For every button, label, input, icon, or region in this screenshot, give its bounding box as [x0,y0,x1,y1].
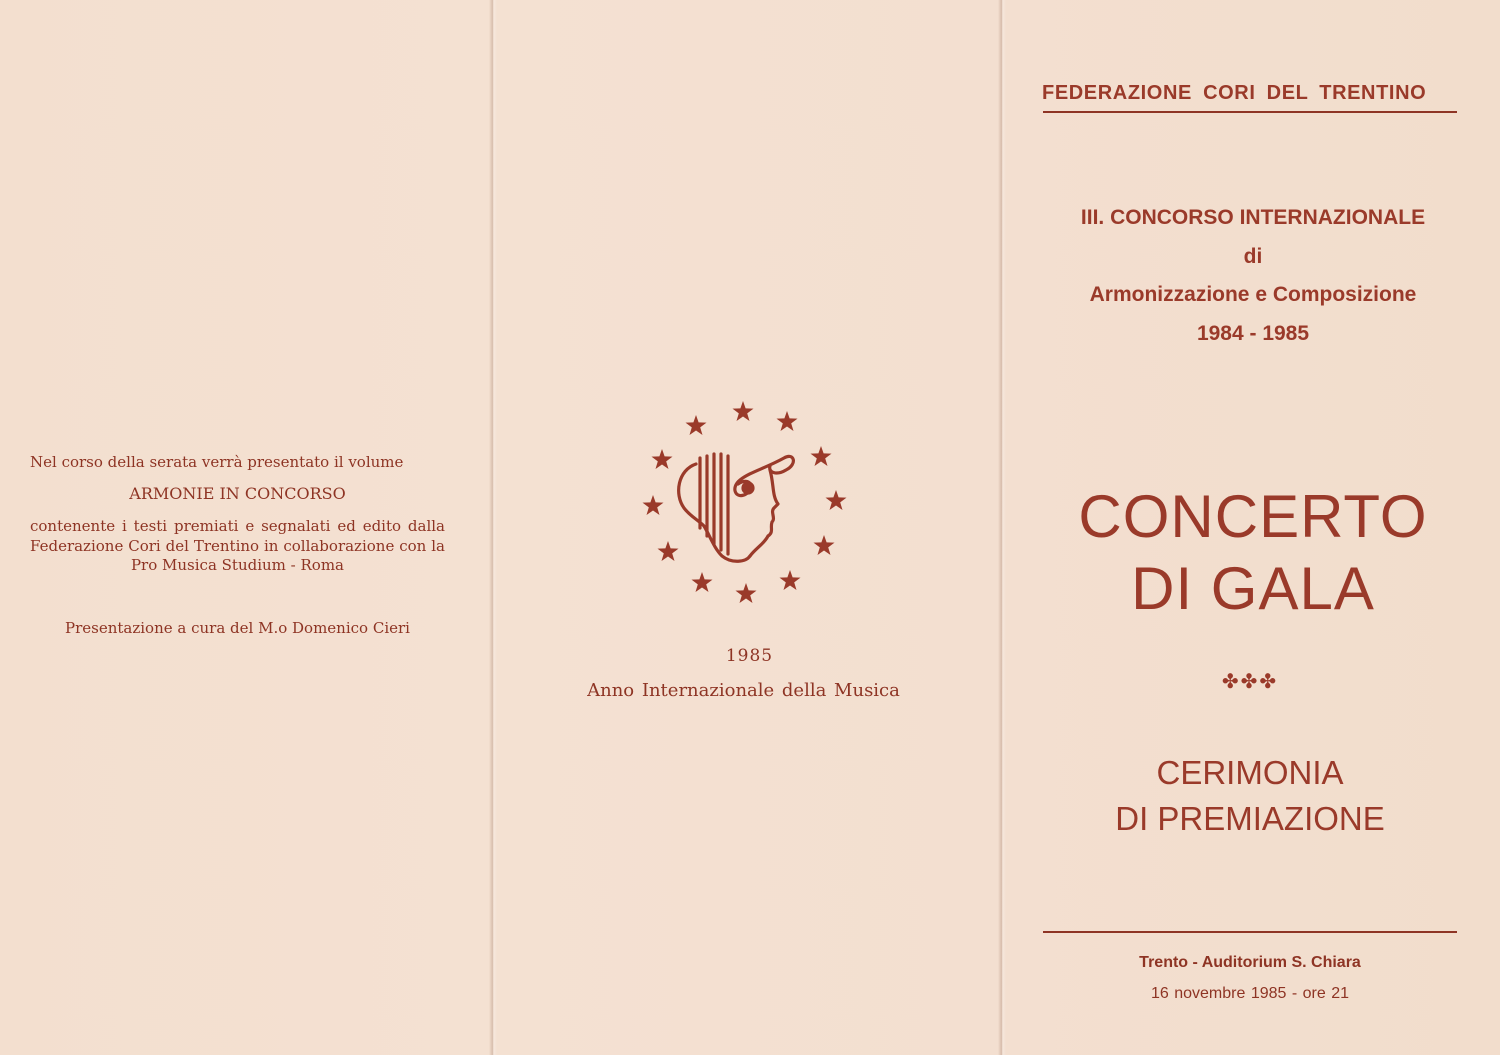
star-icon [814,535,835,555]
star-icon [777,411,798,431]
contest-heading [1006,199,1500,353]
star-icon [780,570,801,590]
ceremony-line1: CERIMONIA [1156,754,1344,791]
middle-panel [497,0,1002,1055]
year-caption: Anno Internazionale della Musica [587,680,900,701]
star-icon [686,415,707,435]
date-label: 16 novembre 1985 - ore 21 [1150,985,1349,1002]
star-icon [658,541,679,561]
contest-line: III. CONCORSO INTERNAZIONALE [1080,206,1426,229]
ornament-icon: ✤✤✤ [1221,669,1279,693]
star-icon [643,495,664,515]
federation-title: FEDERAZIONE CORI DEL TRENTINO [1042,82,1427,104]
year-label: 1985 [725,646,774,666]
divider-top [1043,111,1457,113]
star-icon [811,446,832,466]
ceremony-line2: DI PREMIAZIONE [1115,800,1385,837]
stars-ring [643,401,847,603]
divider-bottom [1043,931,1457,933]
lyre-face-with-stars-emblem-icon [638,396,854,608]
book-title: ARMONIE IN CONCORSO [129,484,346,503]
venue-label: Trento - Auditorium S. Chiara [1139,954,1361,971]
star-icon [826,490,847,510]
star-icon [652,449,673,469]
event-title-line2: DI GALA [1131,555,1375,622]
star-icon [736,583,757,603]
contest-line: Armonizzazione e Composizione [1089,283,1417,306]
contest-line: 1984 - 1985 [1196,321,1310,345]
star-icon [692,572,713,592]
contest-line: di [1243,244,1263,268]
volume-intro: Nel corso della serata verrà presentato il volume [30,453,404,471]
presentation-credit: Presentazione a cura del M.o Domenico Cieri [65,619,410,637]
left-panel [0,0,493,1055]
event-title-line1: CONCERTO [1078,483,1428,550]
star-icon [733,401,754,421]
book-description: contenente i testi premiati e segnalati ed edito dalla Federazione Cori del Trentino in collaborazione con la Pro Musica Studium - Roma [30,517,445,574]
lyre-face-drawing [679,454,794,561]
right-panel [1006,0,1500,1055]
